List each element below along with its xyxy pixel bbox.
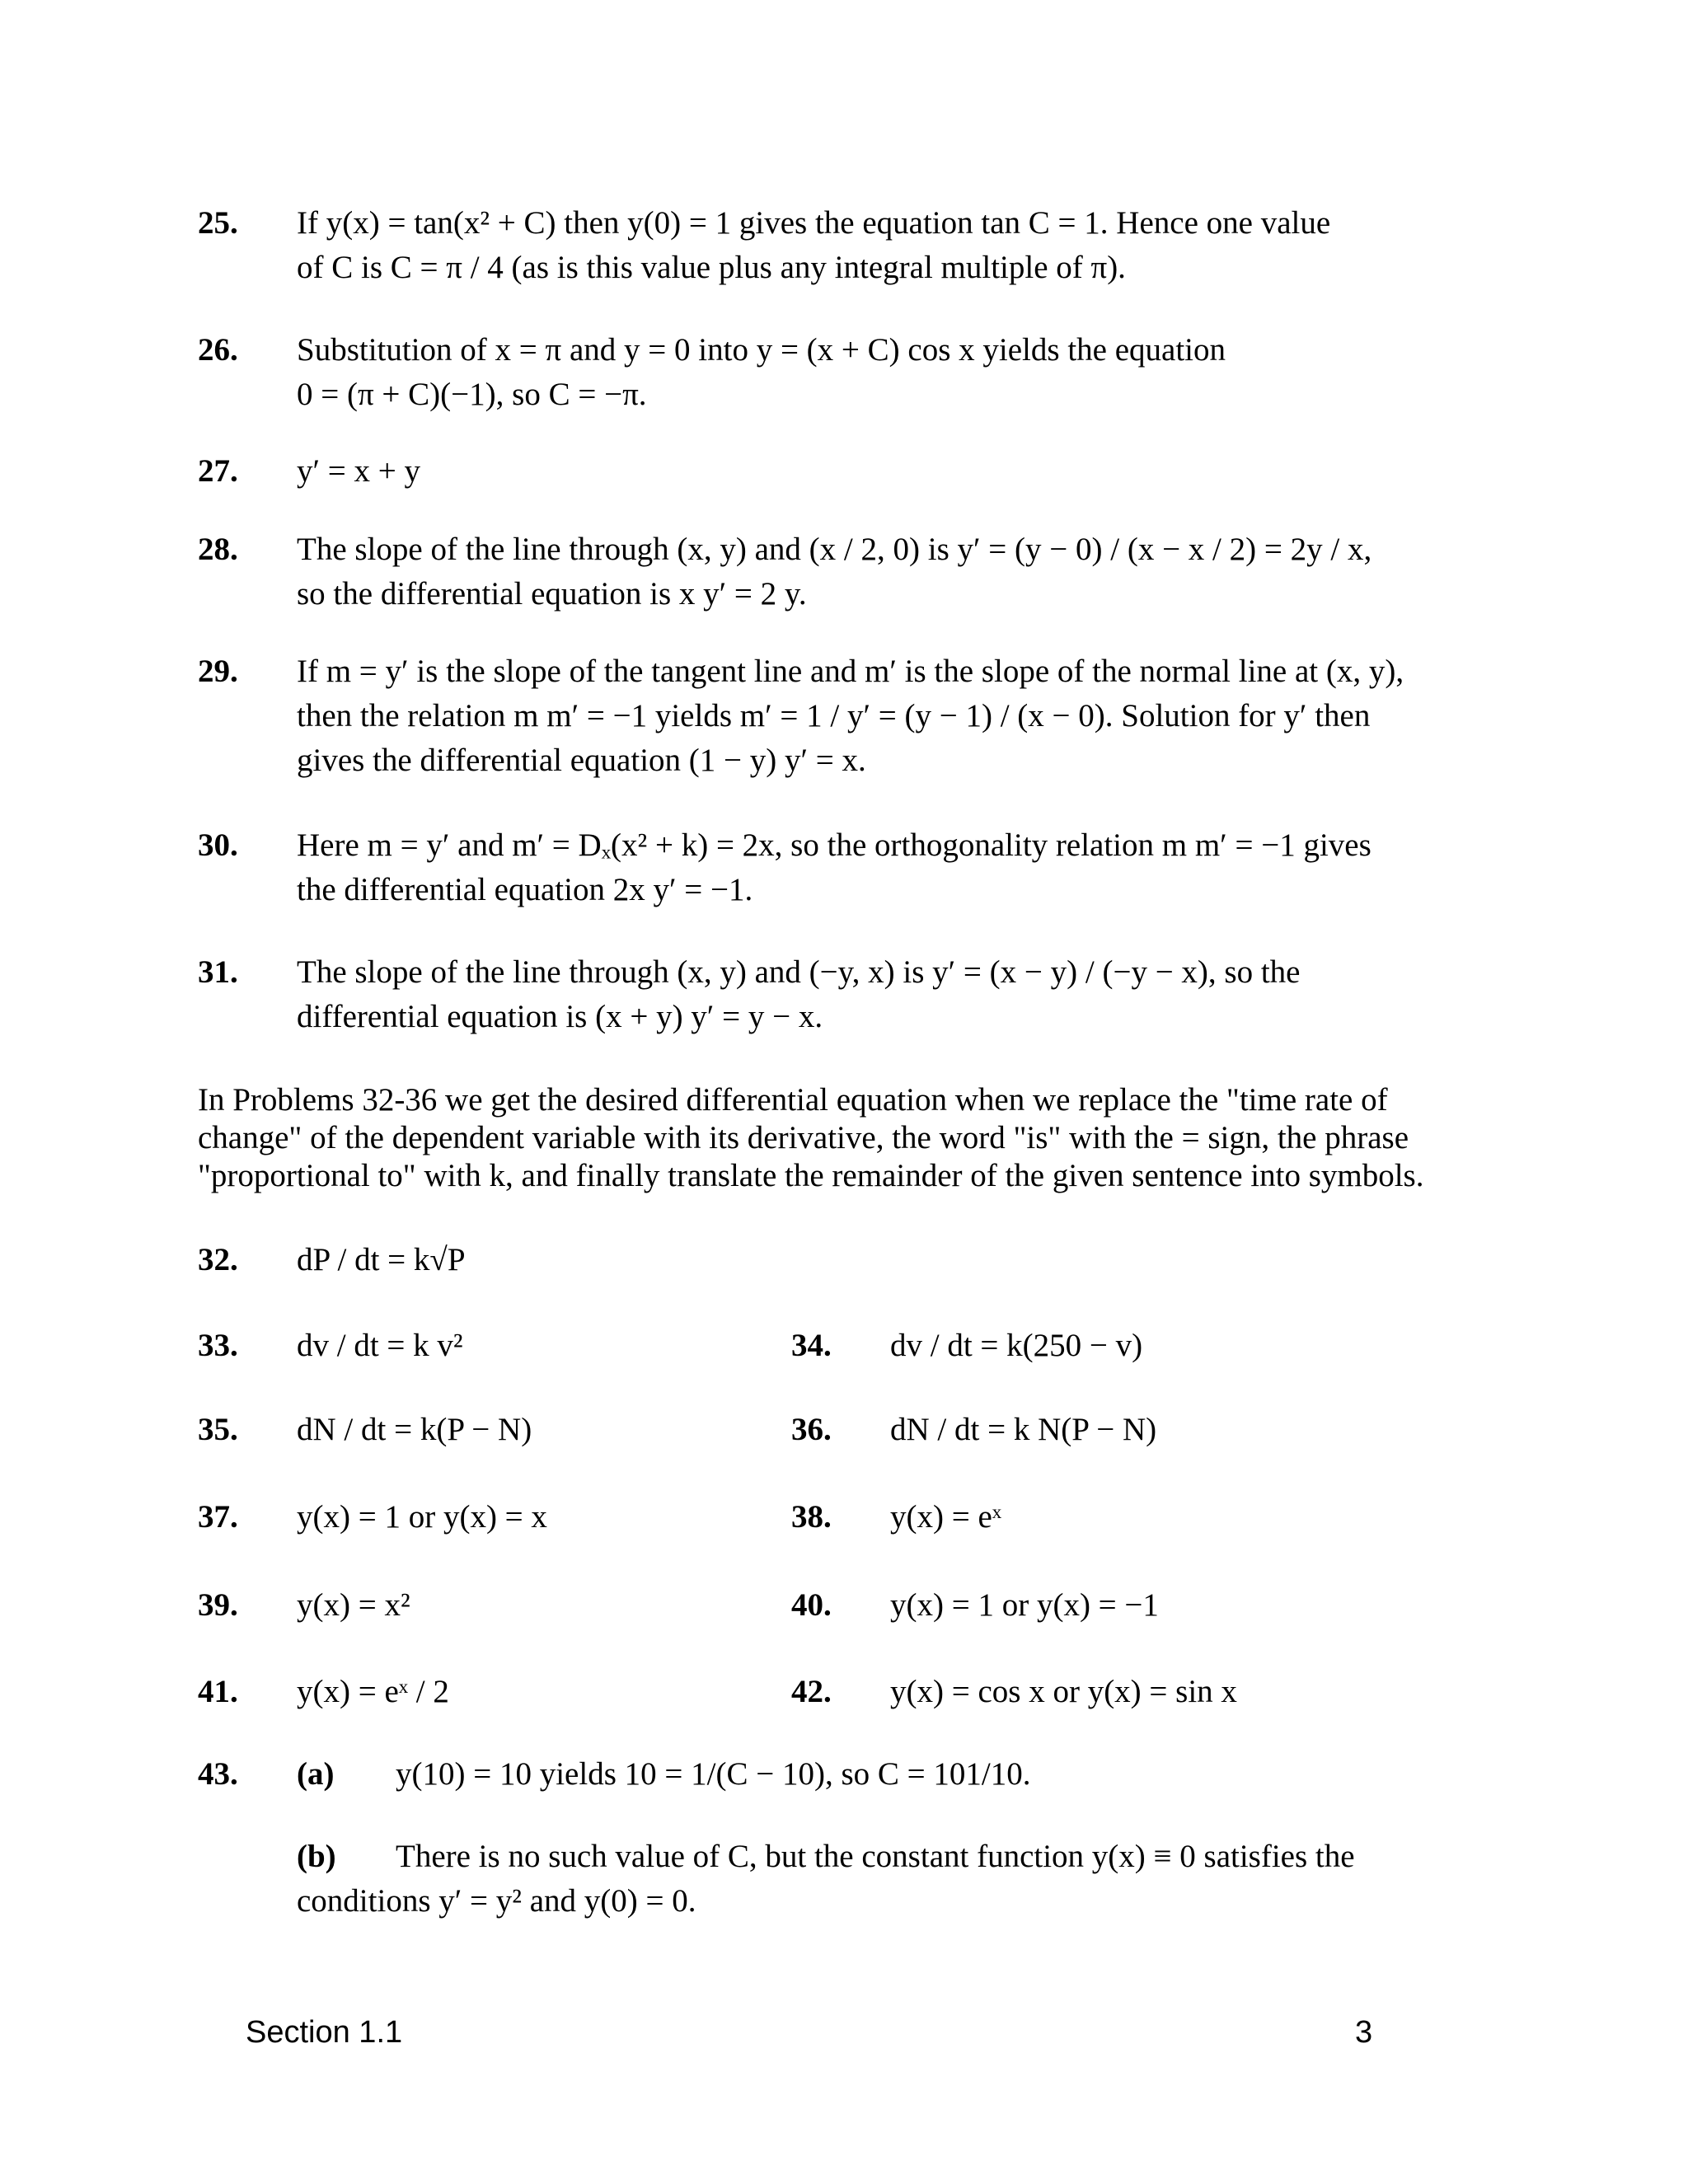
problem-number: 29. — [198, 654, 238, 689]
part-label: (b) — [297, 1839, 336, 1874]
problem-line: of C is C = π / 4 (as is this value plus any integral multiple of π). — [297, 250, 1126, 285]
problem-line: dN / dt = k(P − N) — [297, 1412, 532, 1447]
problem-line: Here m = y′ and m′ = Dₓ(x² + k) = 2x, so the orthogonality relation m m′ = −1 gives — [297, 827, 1372, 863]
footer-page-number: 3 — [1355, 2015, 1373, 2050]
problem-number: 32. — [198, 1242, 238, 1277]
problem-number: 40. — [791, 1587, 832, 1623]
problem-line: dv / dt = k(250 − v) — [890, 1328, 1143, 1363]
problem-line: y(x) = eˣ / 2 — [297, 1674, 449, 1709]
problem-28 — [198, 527, 1372, 616]
part-text: There is no such value of C, but the constant function y(x) ≡ 0 satisfies the — [396, 1839, 1355, 1874]
problem-33 — [198, 1324, 463, 1368]
problem-line: If y(x) = tan(x² + C) then y(0) = 1 gives the equation tan C = 1. Hence one value — [297, 205, 1331, 241]
problem-number: 27. — [198, 453, 238, 489]
problem-number: 38. — [791, 1499, 832, 1535]
problem-25 — [198, 201, 1330, 290]
problem-27 — [198, 449, 420, 494]
problem-line: then the relation m m′ = −1 yields m′ = 1 / y′ = (y − 1) / (x − 0). Solution for y′ then — [297, 698, 1371, 733]
problem-line: y′ = x + y — [297, 453, 421, 489]
problem-38 — [791, 1495, 1001, 1540]
problem-line: 0 = (π + C)(−1), so C = −π. — [297, 377, 647, 412]
problem-line: gives the differential equation (1 − y) y′ = x. — [297, 743, 866, 778]
problem-number: 42. — [791, 1674, 832, 1709]
problem-number: 30. — [198, 827, 238, 863]
problem-35 — [198, 1408, 532, 1452]
problem-number: 39. — [198, 1587, 238, 1623]
problem-30 — [198, 823, 1372, 912]
problem-number: 25. — [198, 205, 238, 241]
problem-number: 26. — [198, 332, 238, 368]
problem-line: y(x) = 1 or y(x) = −1 — [890, 1587, 1159, 1623]
problem-number: 31. — [198, 954, 238, 990]
part-b-continued: conditions y′ = y² and y(0) = 0. — [297, 1883, 696, 1919]
problem-line: y(x) = x² — [297, 1587, 410, 1623]
problem-line: so the differential equation is x y′ = 2 y. — [297, 576, 807, 612]
problem-34 — [791, 1324, 1142, 1368]
problem-39 — [198, 1583, 410, 1628]
problem-number: 41. — [198, 1674, 238, 1709]
problem-number: 28. — [198, 532, 238, 567]
problem-31 — [198, 950, 1301, 1039]
problem-line: the differential equation 2x y′ = −1. — [297, 872, 753, 907]
problem-37 — [198, 1495, 547, 1540]
problem-43 — [198, 1752, 1355, 1924]
problem-number: 35. — [198, 1412, 238, 1447]
intro-line: change" of the dependent variable with its derivative, the word "is" with the = sign, the phrase — [198, 1120, 1409, 1155]
footer-section: Section 1.1 — [246, 2015, 403, 2050]
problem-36 — [791, 1408, 1156, 1452]
problem-number: 34. — [791, 1328, 832, 1363]
problem-line: differential equation is (x + y) y′ = y − x. — [297, 999, 823, 1034]
problem-line: The slope of the line through (x, y) and (x / 2, 0) is y′ = (y − 0) / (x − x / 2) = 2y / x, — [297, 532, 1372, 567]
problem-line: Substitution of x = π and y = 0 into y = (x + C) cos x yields the equation — [297, 332, 1226, 368]
part-text: y(10) = 10 yields 10 = 1/(C − 10), so C = 101/10. — [396, 1756, 1031, 1792]
intro-line: "proportional to" with k, and finally translate the remainder of the given sentence into symbols. — [198, 1158, 1424, 1193]
part-label: (a) — [297, 1756, 335, 1792]
problem-40 — [791, 1583, 1159, 1628]
problem-line: The slope of the line through (x, y) and (−y, x) is y′ = (x − y) / (−y − x), so the — [297, 954, 1301, 990]
problem-line: dv / dt = k v² — [297, 1328, 463, 1363]
problem-line: dP / dt = k√P — [297, 1242, 466, 1277]
problem-line: y(x) = 1 or y(x) = x — [297, 1499, 547, 1535]
problem-number: 36. — [791, 1412, 832, 1447]
problem-41 — [198, 1670, 449, 1714]
problem-line: y(x) = eˣ — [890, 1499, 1002, 1535]
problem-number: 37. — [198, 1499, 238, 1535]
intro-line: In Problems 32-36 we get the desired differential equation when we replace the "time rate of — [198, 1082, 1388, 1118]
problem-26 — [198, 328, 1226, 417]
problem-number: 43. — [198, 1756, 238, 1792]
problem-32 — [198, 1238, 466, 1282]
intro-paragraph — [198, 1081, 1500, 1195]
problem-line: y(x) = cos x or y(x) = sin x — [890, 1674, 1237, 1709]
problem-42 — [791, 1670, 1237, 1714]
problem-line: If m = y′ is the slope of the tangent line and m′ is the slope of the normal line at (x, y), — [297, 654, 1404, 689]
problem-number: 33. — [198, 1328, 238, 1363]
part-a — [297, 1752, 1355, 1797]
problem-29 — [198, 649, 1404, 783]
problem-line: dN / dt = k N(P − N) — [890, 1412, 1157, 1447]
part-b — [297, 1835, 1355, 1879]
